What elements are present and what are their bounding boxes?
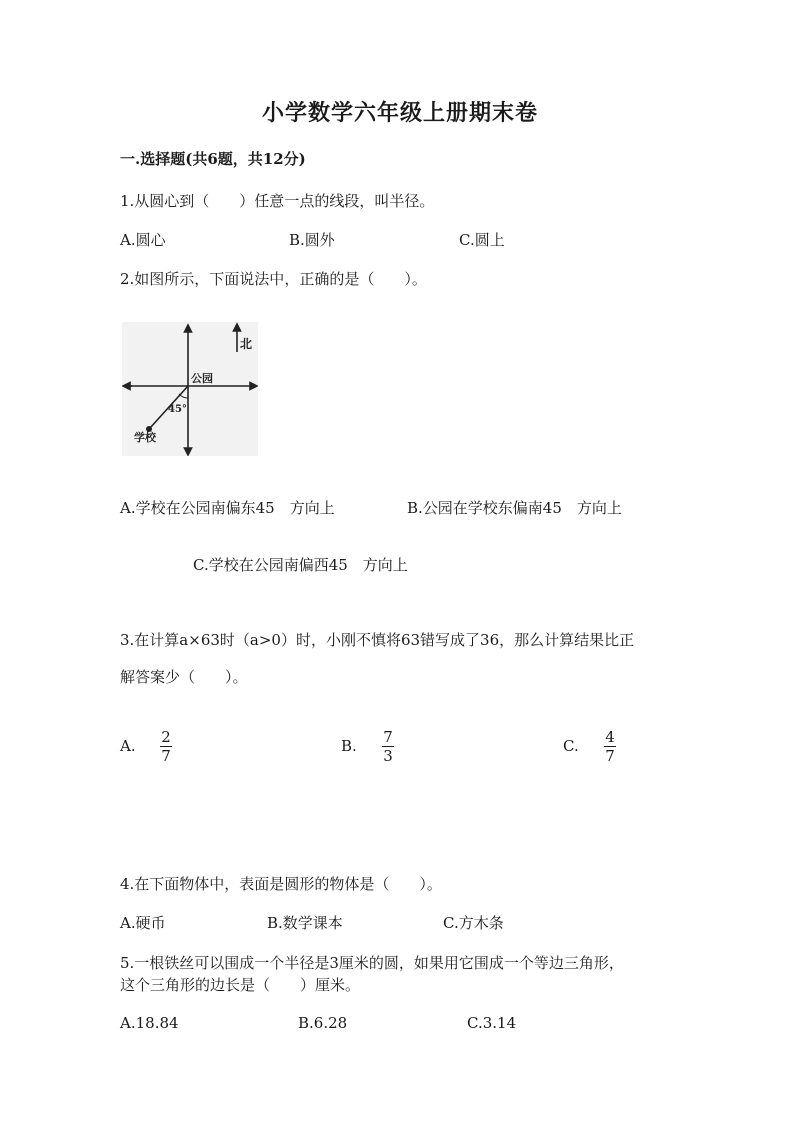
question-3-option-c-fraction: [604, 729, 616, 764]
question-1-option-a: A.圆心: [120, 231, 166, 249]
question-1-text: 1.从圆心到（ ）任意一点的线段，叫半径。: [120, 192, 435, 210]
page-title: 小学数学六年级上册期末卷: [261, 100, 538, 126]
question-3-option-a-fraction: [160, 729, 172, 764]
north-label: 北: [240, 337, 253, 351]
question-3-text-line-2: 解答案少（ ）。: [120, 668, 248, 686]
question-3-option-b-fraction: [382, 729, 394, 764]
fraction-denominator: 7: [161, 747, 171, 765]
question-5-option-c: C.3.14: [467, 1014, 517, 1032]
question-3-option-c-label: C.: [563, 737, 579, 755]
direction-figure: [122, 322, 258, 456]
question-4-option-b: B.数学课本: [267, 914, 343, 932]
fraction-numerator: 2: [161, 728, 171, 746]
fraction-denominator: 7: [605, 747, 615, 765]
fraction-numerator: 4: [605, 728, 615, 746]
fraction-numerator: 7: [383, 728, 393, 746]
school-label: 学校: [134, 431, 156, 444]
question-1-option-b: B.圆外: [289, 231, 335, 249]
question-5-option-b: B.6.28: [298, 1014, 348, 1032]
question-4-option-a: A.硬币: [120, 914, 166, 932]
question-5-text-line-2: 这个三角形的边长是（ ）厘米。: [120, 976, 361, 994]
angle-label: 45°: [168, 404, 187, 415]
question-5-text-line-1: 5.一根铁丝可以围成一个半径是3厘米的圆，如果用它围成一个等边三角形，: [120, 954, 624, 972]
section-heading: 一.选择题(共6题，共12分): [120, 150, 306, 168]
question-3-option-b-label: B.: [341, 737, 357, 755]
question-4-text: 4.在下面物体中，表面是圆形的物体是（ ）。: [120, 875, 442, 893]
fraction-denominator: 3: [383, 747, 393, 765]
question-2-text: 2.如图所示，下面说法中，正确的是（ ）。: [120, 270, 427, 288]
question-4-option-c: C.方木条: [443, 914, 504, 932]
question-1-option-c: C.圆上: [459, 231, 505, 249]
question-3-text-line-1: 3.在计算a×63时（a>0）时，小刚不慎将63错写成了36，那么计算结果比正: [120, 631, 635, 649]
park-label: 公园: [191, 372, 213, 385]
direction-diagram: [122, 322, 258, 456]
question-2-option-c: C.学校在公园南偏西45 方向上: [193, 556, 408, 574]
question-5-option-a: A.18.84: [120, 1014, 179, 1032]
question-2-option-b: B.公园在学校东偏南45 方向上: [407, 499, 622, 517]
question-3-option-a-label: A.: [120, 737, 136, 755]
question-2-option-a: A.学校在公园南偏东45 方向上: [120, 499, 335, 517]
